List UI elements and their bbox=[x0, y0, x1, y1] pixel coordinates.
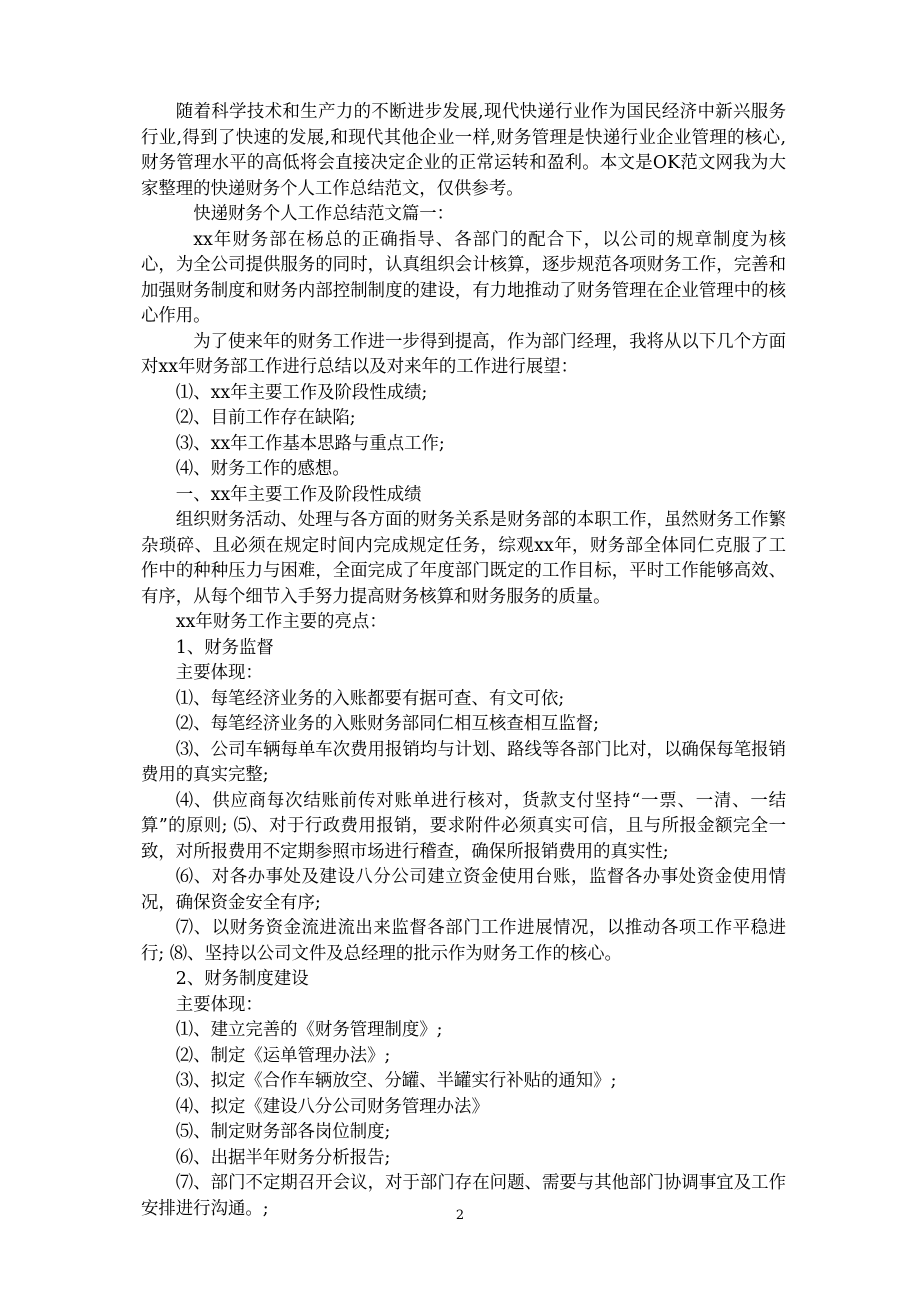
subheading: 主要体现： bbox=[175, 663, 263, 683]
list-item: ⑵、制定《运单管理办法》; bbox=[175, 1045, 391, 1066]
document-body bbox=[141, 100, 786, 1222]
list-item: ⑺、以财务资金流进流出来监督各部门工作进展情况，以推动各项工作平稳进行; ⑻、坚持以公司文件及总经理的批示作为财务工作的核心。 bbox=[141, 918, 786, 964]
list-item: ⑴、建立完善的《财务管理制度》; bbox=[175, 1020, 443, 1040]
list-item: ⑶、拟定《合作车辆放空、分罐、半罐实行补贴的通知》; bbox=[175, 1071, 617, 1091]
list-item: ⑵、目前工作存在缺陷; bbox=[175, 408, 356, 428]
list-item: ⑸、制定财务部各岗位制度; bbox=[175, 1122, 391, 1142]
section-heading: 一、xx年主要工作及阶段性成绩 bbox=[175, 484, 422, 505]
list-item: ⑴、xx年主要工作及阶段性成绩; bbox=[175, 382, 428, 403]
subheading: xx年财务工作主要的亮点： bbox=[175, 612, 387, 632]
intro-paragraph: 随着科学技术和生产力的不断进步发展,现代快递行业作为国民经济中新兴服务行业,得到了快速的发展,和现代其他企业一样,财务管理是快递行业企业管理的核心,财务管理水平的高低将会直接决定企业的正常运转和盈利。本文是OK范文网我为大家整理的快递财务个人工作总结范文，仅供参考。 bbox=[141, 102, 786, 199]
list-item: ⑷、拟定《建设八分公司财务管理办法》 bbox=[175, 1096, 489, 1117]
list-item: ⑶、公司车辆每单车次费用报销均与计划、路线等各部门比对，以确保每笔报销费用的真实完整; bbox=[141, 739, 786, 785]
list-item: ⑷、供应商每次结账前传对账单进行核对，货款支付坚持“一票、一清、一结算”的原则; ⑸、对于行政费用报销，要求附件必须真实可信，且与所报金额完全一致，对所报费用不定期参照市场进行稽查，确保所报销费用的真实性; bbox=[141, 790, 786, 862]
subheading: 1、财务监督 bbox=[175, 637, 274, 658]
list-item: ⑵、每笔经济业务的入账财务部同仁相互核查相互监督; bbox=[175, 714, 600, 734]
list-item: ⑷、财务工作的感想。 bbox=[175, 459, 350, 479]
list-item: ⑹、对各办事处及建设八分公司建立资金使用台账，监督各办事处资金使用情况，确保资金安全有序; bbox=[141, 867, 786, 913]
body-paragraph: 组织财务活动、处理与各方面的财务关系是财务部的本职工作，虽然财务工作繁杂琐碎、且必须在规定时间内完成规定任务，综观xx年，财务部全体同仁克服了工作中的种种压力与困难，全面完成了年度部门既定的工作目标，平时工作能够高效、有序，从每个细节入手努力提高财务核算和财务服务的质量。 bbox=[141, 510, 786, 607]
body-paragraph: 为了使来年的财务工作进一步得到提高，作为部门经理，我将从以下几个方面对xx年财务部工作进行总结以及对来年的工作进行展望： bbox=[141, 331, 786, 377]
subheading: 2、财务制度建设 bbox=[175, 969, 309, 989]
list-item: ⑴、每笔经济业务的入账都要有据可查、有文可依; bbox=[175, 688, 565, 709]
list-item: ⑶、xx年工作基本思路与重点工作; bbox=[175, 433, 445, 454]
body-paragraph: xx年财务部在杨总的正确指导、各部门的配合下，以公司的规章制度为核心，为全公司提供服务的同时，认真组织会计核算，逐步规范各项财务工作，完善和加强财务制度和财务内部控制制度的建设，有力地推动了财务管理在企业管理中的核心作用。 bbox=[141, 229, 786, 326]
list-item: ⑹、出据半年财务分析报告; bbox=[175, 1147, 391, 1168]
list-item: ⑺、部门不定期召开会议，对于部门存在问题、需要与其他部门协调事宜及工作安排进行沟通。; bbox=[141, 1173, 786, 1219]
subheading: 主要体现： bbox=[175, 994, 263, 1015]
section-heading: 快递财务个人工作总结范文篇一： bbox=[193, 204, 455, 224]
page-number: 2 bbox=[455, 1208, 465, 1223]
